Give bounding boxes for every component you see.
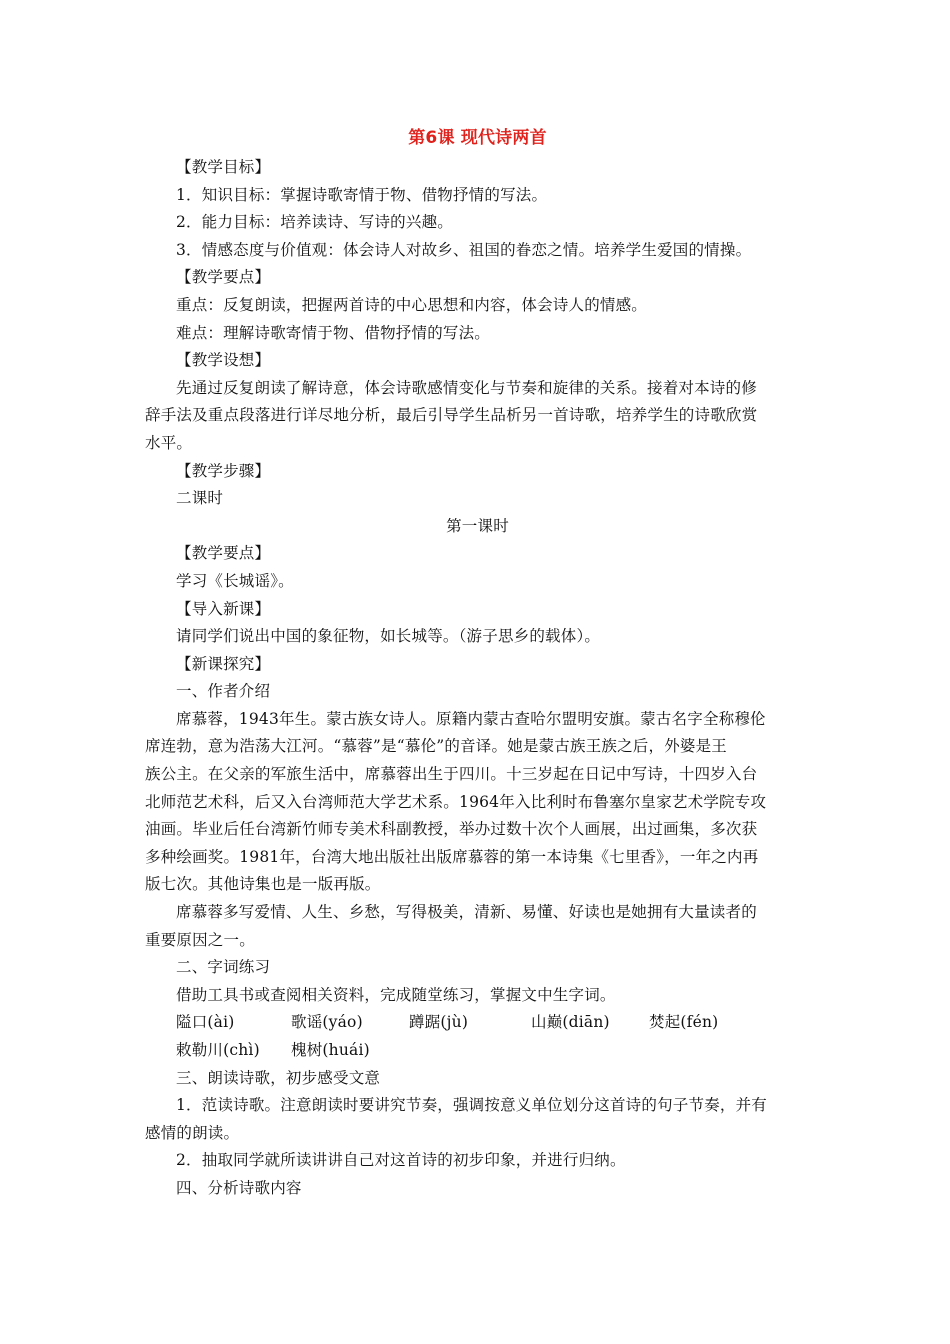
pinyin-item: 焚起(fén): [649, 1013, 719, 1032]
section-heading-explore: 【新课探究】: [176, 654, 271, 673]
paragraph-line: 感情的朗读。: [145, 1123, 240, 1142]
subheading-analysis: 四、分析诗歌内容: [176, 1178, 302, 1197]
paragraph-line: 版七次。其他诗集也是一版再版。: [145, 875, 381, 894]
paragraph-line: 2．抽取同学就所读讲讲自己对这首诗的初步印象，并进行归纳。: [176, 1151, 626, 1170]
pinyin-row: [145, 1037, 810, 1065]
section-heading-intro: 【导入新课】: [176, 599, 271, 618]
first-period-heading: 第一课时: [446, 516, 509, 535]
section-heading-steps: 【教学步骤】: [176, 461, 271, 480]
goal-item: 1．知识目标：掌握诗歌寄情于物、借物抒情的写法。: [176, 185, 548, 204]
intro-text: 请同学们说出中国的象征物，如长城等。（游子思乡的载体）。: [176, 627, 601, 646]
difficult-point: 难点：理解诗歌寄情于物、借物抒情的写法。: [176, 323, 491, 342]
section-heading-goals: 【教学目标】: [176, 158, 271, 176]
goal-item: 3．情感态度与价值观：体会诗人对故乡、祖国的眷恋之情。培养学生爱国的情操。: [176, 240, 752, 259]
words-intro: 借助工具书或查阅相关资料，完成随堂练习，掌握文中生字词。: [176, 985, 616, 1004]
paragraph-line: 北师范艺术科，后又入台湾师范大学艺术系。1964年入比利时布鲁塞尔皇家艺术学院专攻: [145, 792, 767, 811]
section-heading-key-points: 【教学要点】: [176, 268, 271, 287]
pinyin-item: 歌谣(yáo): [291, 1013, 363, 1032]
document-page: [145, 124, 810, 1203]
paragraph-line: 1．范读诗歌。注意朗读时要讲究节奏，强调按意义单位划分这首诗的句子节奏，并有: [176, 1096, 767, 1115]
paragraph-line: 族公主。在父亲的军旅生活中，席慕蓉出生于四川。十三岁起在日记中写诗，十四岁入台: [145, 765, 758, 784]
section-heading-design: 【教学设想】: [176, 351, 271, 370]
section-heading-key-points-2: 【教学要点】: [176, 544, 271, 563]
key-point: 重点：反复朗读，把握两首诗的中心思想和内容，体会诗人的情感。: [176, 295, 648, 314]
page-title: 第6课 现代诗两首: [408, 128, 547, 148]
pinyin-row: [145, 1009, 810, 1037]
paragraph-line: 水平。: [145, 433, 193, 452]
study-text: 学习《长城谣》。: [176, 571, 294, 590]
paragraph-line: 辞手法及重点段落进行详尽地分析，最后引导学生品析另一首诗歌，培养学生的诗歌欣赏: [145, 406, 758, 425]
subheading-author: 一、作者介绍: [176, 682, 271, 701]
paragraph-line: 席慕蓉，1943年生。蒙古族女诗人。原籍内蒙古查哈尔盟明安旗。蒙古名字全称穆伦: [176, 709, 766, 728]
paragraph-line: 多种绘画奖。1981年，台湾大地出版社出版席慕蓉的第一本诗集《七里香》，一年之内再: [145, 847, 759, 866]
goal-item: 2．能力目标：培养读诗、写诗的兴趣。: [176, 213, 453, 232]
subheading-reading: 三、朗读诗歌，初步感受文意: [176, 1068, 381, 1087]
periods-text: 二课时: [176, 489, 224, 508]
paragraph-line: 先通过反复朗读了解诗意，体会诗歌感情变化与节奏和旋律的关系。接着对本诗的修: [176, 378, 757, 397]
pinyin-item: 山巅(diān): [531, 1013, 610, 1032]
subheading-words: 二、字词练习: [176, 958, 271, 977]
pinyin-item: 隘口(ài): [176, 1013, 235, 1032]
paragraph-line: 重要原因之一。: [145, 930, 255, 949]
paragraph-line: 油画。毕业后任台湾新竹师专美术科副教授，举办过数十次个人画展，出过画集，多次获: [145, 820, 758, 839]
paragraph-line: 席慕蓉多写爱情、人生、乡愁，写得极美，清新、易懂、好读也是她拥有大量读者的: [176, 903, 757, 922]
paragraph-line: 席连勃，意为浩荡大江河。“慕蓉”是“慕伦”的音译。她是蒙古族王族之后，外婆是王: [145, 737, 727, 756]
pinyin-item: 敕勒川(chì): [176, 1041, 260, 1059]
pinyin-item: 槐树(huái): [291, 1041, 370, 1059]
pinyin-item: 蹲踞(jù): [409, 1013, 469, 1032]
